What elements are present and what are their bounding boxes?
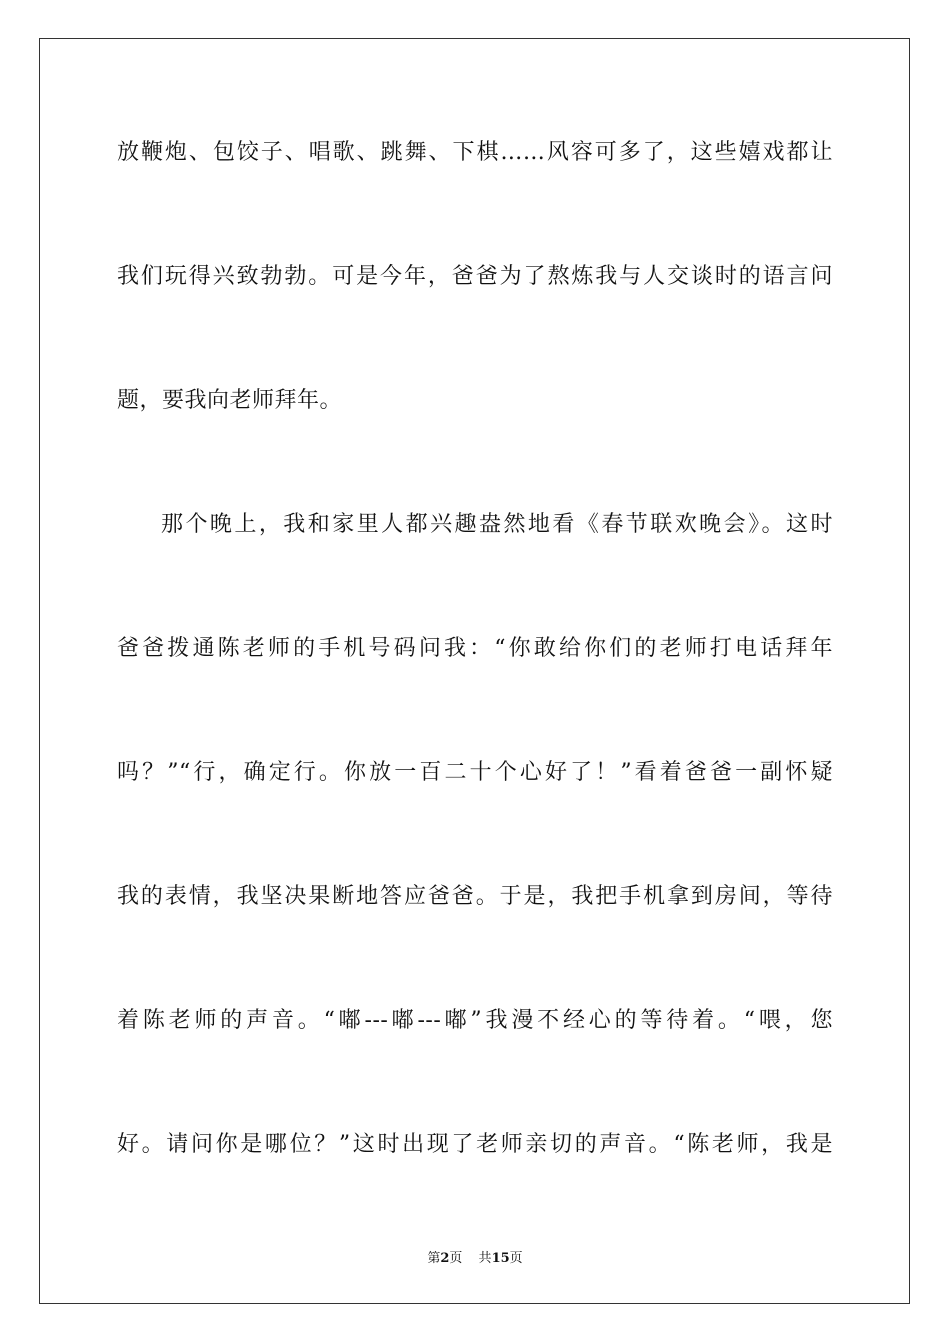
total-pages-indicator: 共15页	[478, 1251, 523, 1266]
text-line: 那个晚上，我和家里人都兴趣盎然地看《春节联欢晚会》。这时	[161, 512, 833, 537]
text-line: 题，要我向老师拜年。	[117, 388, 343, 413]
page-border	[39, 38, 910, 1304]
text-line: 我们玩得兴致勃勃。可是今年，爸爸为了熬炼我与人交谈时的语言问	[117, 264, 833, 289]
text-line: 我的表情，我坚决果断地答应爸爸。于是，我把手机拿到房间，等待	[117, 884, 833, 909]
text-line: 吗？”“行，确定行。你放一百二十个心好了！”看着爸爸一副怀疑	[117, 760, 833, 785]
page-footer	[0, 1247, 950, 1266]
text-line: 爸爸拨通陈老师的手机号码问我：“你敢给你们的老师打电话拜年	[117, 636, 833, 661]
text-line: 好。请问你是哪位？”这时出现了老师亲切的声音。“陈老师，我是	[117, 1132, 833, 1157]
page-indicator: 第2页	[427, 1251, 463, 1266]
text-line: 放鞭炮、包饺子、唱歌、跳舞、下棋……风容可多了，这些嬉戏都让	[117, 140, 833, 165]
text-line: 着陈老师的声音。“嘟---嘟---嘟”我漫不经心的等待着。“喂，您	[117, 1008, 833, 1033]
